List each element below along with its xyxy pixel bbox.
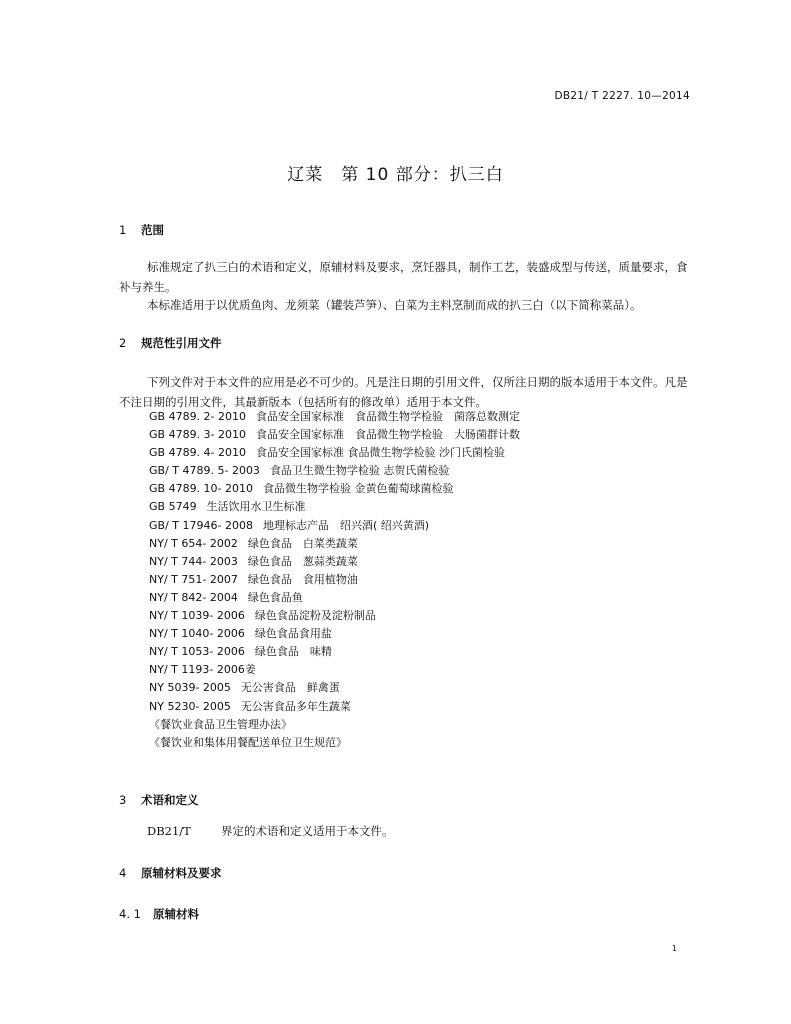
- reference-title: 《餐饮业和集体用餐配送单位卫生规范》: [149, 735, 347, 749]
- scope-paragraph-1: 标准规定了扒三白的术语和定义，原辅材料及要求，烹饪器具，制作工艺，装盛成型与传送，质量要求，食补与养生。: [119, 260, 688, 294]
- reference-title: 《餐饮业食品卫生管理办法》: [149, 717, 292, 731]
- section-number: 4: [119, 866, 127, 880]
- terms-statement: [147, 823, 394, 839]
- section-title: 规范性引用文件: [141, 336, 222, 350]
- reference-title: 食品安全国家标准 食品微生物学检验 沙门氏菌检验: [256, 446, 506, 460]
- reference-item: [149, 625, 520, 643]
- reference-item: [149, 679, 520, 697]
- reference-item: [149, 444, 520, 462]
- section-heading-terms: [119, 792, 199, 808]
- page-number: 1: [671, 944, 677, 953]
- reference-item: [149, 661, 520, 679]
- reference-title: 无公害食品 鲜禽蛋: [240, 681, 340, 695]
- reference-item: [149, 571, 520, 589]
- reference-title: 食品安全国家标准 食品微生物学检验 菌落总数测定: [256, 410, 521, 423]
- references-intro: 下列文件对于本文件的应用是必不可少的。凡是注日期的引用文件，仅所注日期的版本适用于本文件。凡是不注日期的引用文件，其最新版本（包括所有的修改单）适用于本文件。: [119, 375, 688, 409]
- reference-title: 绿色食品 葱蒜类蔬菜: [247, 554, 358, 568]
- terms-text: 界定的术语和定义适用于本文件。: [221, 824, 394, 838]
- reference-title: 食品安全国家标准 食品微生物学检验 大肠菌群计数: [256, 428, 521, 442]
- reference-item: [149, 589, 520, 607]
- reference-title: 食品卫生微生物学检验 志贺氏菌检验: [269, 464, 450, 478]
- reference-title: 绿色食品 白菜类蔬菜: [247, 536, 358, 550]
- reference-code: NY/ T 744- 2003: [149, 554, 238, 568]
- reference-item: [149, 480, 520, 498]
- reference-item: [149, 426, 520, 444]
- document-title: 辽菜 第 10 部分：扒三白: [287, 165, 504, 185]
- reference-item: [149, 408, 520, 426]
- reference-title: 地理标志产品 绍兴酒( 绍兴黄酒): [262, 518, 430, 532]
- reference-item: [149, 517, 520, 535]
- section-title: 术语和定义: [141, 793, 199, 807]
- reference-item: [149, 698, 520, 716]
- scope-paragraph-2: 本标准适用于以优质鱼肉、龙须菜（罐装芦笋）、白菜为主料烹制而成的扒三白（以下简称菜品）。: [147, 298, 642, 312]
- section-title: 范围: [141, 223, 164, 237]
- section-heading-scope: [119, 222, 164, 238]
- reference-code: NY/ T 1053- 2006: [149, 645, 245, 659]
- section-heading-materials: [119, 865, 222, 881]
- section-title: 原辅材料及要求: [141, 866, 222, 880]
- reference-title: 绿色食品 食用植物油: [247, 572, 358, 586]
- reference-code: NY/ T 1193- 2006: [149, 663, 245, 677]
- standard-code: DB21/ T 2227. 10—2014: [554, 90, 690, 102]
- reference-title: 绿色食品 味精: [254, 645, 332, 659]
- reference-code: NY/ T 751- 2007: [149, 572, 238, 586]
- reference-code: GB 4789. 3- 2010: [149, 428, 247, 442]
- reference-item: [149, 734, 520, 752]
- reference-item: [149, 462, 520, 480]
- reference-item: [149, 716, 520, 734]
- reference-code: GB 4789. 2- 2010: [149, 410, 247, 423]
- section-number: 2: [119, 336, 127, 350]
- reference-title: 绿色食品鱼: [247, 590, 303, 604]
- reference-code: GB 4789. 4- 2010: [149, 446, 247, 460]
- reference-code: GB 4789. 10- 2010: [149, 482, 254, 496]
- reference-title: 生活饮用水卫生标准: [206, 500, 306, 514]
- reference-item: [149, 535, 520, 553]
- reference-item: [149, 643, 520, 661]
- section-heading-references: [119, 335, 222, 351]
- reference-list: [149, 408, 520, 752]
- reference-code: NY/ T 1039- 2006: [149, 609, 245, 623]
- reference-title: 绿色食品食用盐: [254, 627, 332, 641]
- subsection-heading-materials: [119, 906, 199, 922]
- reference-title: 无公害食品多年生蔬菜: [240, 699, 351, 713]
- section-title: 原辅材料: [153, 907, 199, 921]
- reference-code: GB/ T 4789. 5- 2003: [149, 464, 260, 478]
- reference-code: NY/ T 1040- 2006: [149, 627, 245, 641]
- reference-code: NY 5039- 2005: [149, 681, 231, 695]
- reference-title: 绿色食品淀粉及淀粉制品: [254, 609, 376, 623]
- reference-item: [149, 607, 520, 625]
- reference-code: NY/ T 842- 2004: [149, 590, 238, 604]
- reference-title: 姜: [244, 663, 256, 677]
- reference-code: GB 5749: [149, 500, 197, 514]
- section-number: 1: [119, 223, 127, 237]
- reference-item: [149, 553, 520, 571]
- reference-code: GB/ T 17946- 2008: [149, 518, 253, 532]
- reference-code: NY 5230- 2005: [149, 699, 231, 713]
- reference-item: [149, 498, 520, 516]
- terms-abbreviation: DB21/T: [147, 824, 191, 838]
- reference-code: NY/ T 654- 2002: [149, 536, 238, 550]
- reference-title: 食品微生物学检验 金黄色葡萄球菌检验: [263, 482, 454, 496]
- section-number: 4. 1: [119, 907, 141, 921]
- section-number: 3: [119, 793, 127, 807]
